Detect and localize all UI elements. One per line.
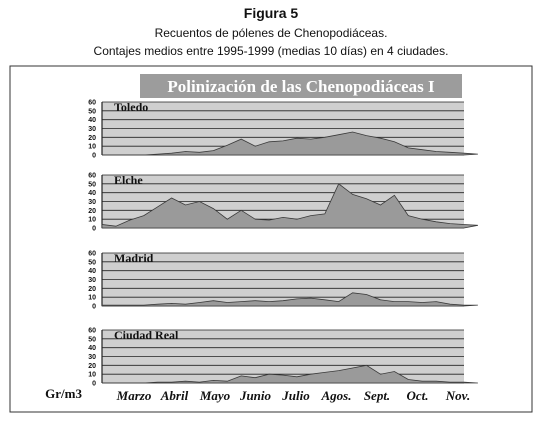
y-tick-label: 20 (88, 285, 96, 293)
y-tick-label: 40 (88, 345, 96, 353)
x-tick-label: Mayo (199, 388, 231, 403)
y-tick-label: 20 (88, 362, 96, 370)
x-tick-label: Oct. (406, 388, 429, 403)
x-tick-label: Agos. (321, 388, 352, 403)
y-tick-label: 60 (88, 327, 96, 335)
x-tick-label: Nov. (445, 388, 471, 403)
y-tick-label: 30 (88, 277, 96, 284)
y-tick-label: 60 (88, 250, 96, 258)
y-tick-label: 0 (92, 380, 96, 388)
series-label: Ciudad Real (114, 328, 179, 342)
panel-elche (88, 173, 478, 233)
y-tick-label: 30 (88, 199, 96, 206)
y-tick-label: 0 (92, 225, 96, 233)
y-tick-label: 40 (88, 268, 96, 276)
chart-title: Polinización de las Chenopodiáceas I (167, 77, 435, 96)
x-tick-label: Marzo (116, 388, 152, 403)
y-tick-label: 10 (88, 216, 96, 224)
y-tick-label: 10 (88, 143, 96, 151)
y-tick-label: 40 (88, 117, 96, 125)
y-tick-label: 20 (88, 134, 96, 142)
figure-subtitle-1: Recuentos de pólenes de Chenopodiáceas. (154, 26, 388, 40)
y-tick-label: 30 (88, 354, 96, 361)
panel-madrid (88, 251, 478, 311)
x-tick-label: Julio (282, 388, 310, 403)
y-tick-label: 50 (88, 108, 96, 116)
y-tick-label: 50 (88, 259, 96, 267)
series-label: Toledo (114, 100, 149, 114)
x-tick-label: Sept. (363, 388, 391, 403)
panel-ciudad-real (88, 328, 478, 388)
panel-toledo (88, 100, 478, 160)
y-tick-label: 10 (88, 294, 96, 302)
y-tick-label: 50 (88, 336, 96, 344)
figure-title: Figura 5 (243, 5, 299, 21)
x-tick-label: Abril (160, 388, 189, 403)
y-tick-label: 30 (88, 126, 96, 133)
y-tick-label: 40 (88, 190, 96, 198)
y-tick-label: 60 (88, 99, 96, 107)
y-tick-label: 0 (92, 303, 96, 311)
y-tick-label: 0 (92, 152, 96, 160)
series-label: Madrid (114, 251, 154, 265)
figure-subtitle-2: Contajes medios entre 1995-1999 (medias 10 días) en 4 ciudades. (93, 44, 449, 58)
y-tick-label: 50 (88, 181, 96, 189)
y-tick-label: 20 (88, 207, 96, 215)
y-tick-label: 10 (88, 371, 96, 379)
y-unit-label: Gr/m3 (45, 386, 82, 401)
y-tick-label: 60 (88, 172, 96, 180)
series-label: Elche (114, 173, 143, 187)
x-tick-label: Junio (239, 388, 272, 403)
